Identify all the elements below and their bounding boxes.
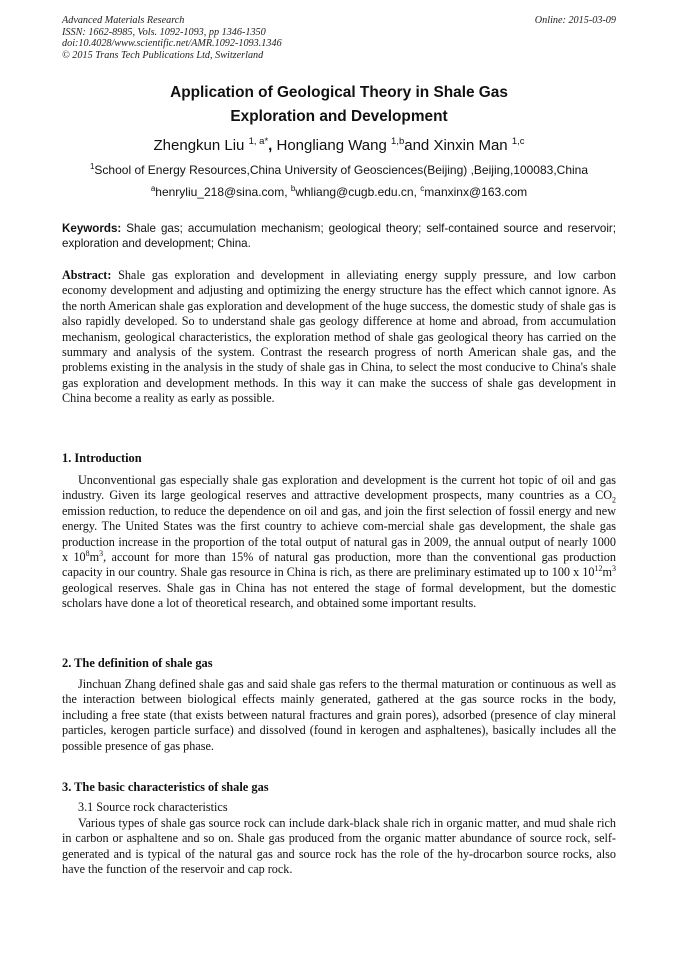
section-1-paragraph [62, 473, 616, 612]
author-3-affil: 1,c [511, 136, 525, 147]
section-1-heading: 1. Introduction [62, 451, 142, 465]
exponent-12: 12 [594, 564, 603, 574]
intro-text-2: emission reduction, to reduce the dependence on oil and gas, and join the first selection of fossil energy and new energy. The United States was the first country to achieve com-mercial shale gas development, the shale gas production increase in the proportion of the total output of natural gas in 2009, the annual output of nearly 1000 x 10 [62, 503, 616, 565]
author-2-name: Hongliang Wang [276, 137, 387, 154]
abstract-text: Shale gas exploration and development in alleviating energy supply pressure, and low carbon economy development and adjusting and optimizing the energy structure has the effect which cannot ignore. As the north American shale gas exploration and development of the huge success, the domestic study of shale gas is also rapidly developed. So to understand shale gas geology difference at home and abroad, from accumulation mechanism, geological characteristics, the exploration method of shale gas geological theory has carried on the summary and analysis of the system. Contrast the research progress of north American shale gas, and the problems existing in the analysis in the study of shale gas in China, to select the most conducive to China's shale gas exploration and development methods. In this way it can make the success of shale gas development in China become a reality as early as possible. [62, 268, 617, 406]
intro-text-3: , account for more than 15% of natural gas production, more than the conventional gas production capacity in our country. Shale gas resource in China is rich, as there are preliminary estimated up to 100 x 10 [62, 550, 616, 580]
author-3-name: Xinxin Man [433, 137, 508, 154]
copyright-line: © 2015 Trans Tech Publications Ltd, Switzerland [62, 49, 264, 61]
affiliation-text: School of Energy Resources,China University of Geosciences(Beijing) ,Beijing,100083,China [94, 163, 589, 177]
affiliation-number: 1 [89, 162, 95, 171]
title-line-2: Exploration and Development [230, 108, 448, 125]
intro-text-1: Unconventional gas especially shale gas exploration and development is the current hot topic of oil and gas industry. Given its large geological reserves and attractive development prospects, many countries as a CO [62, 473, 616, 503]
author-2-affil: 1,b [391, 136, 405, 147]
exponent-3-b: 3 [612, 564, 616, 574]
affiliation [40, 163, 638, 178]
section-3-paragraph: Various types of shale gas source rock can include dark-black shale rich in organic matter, and mud shale rich in carbon or asphaltene and so on. Shale gas produced from the organic matter abundance of source rock, self-generated and is typical of the natural gas and source rock has the role of the hy-drocarbon source rocks, also have the function of the reservoir and cap rock. [62, 816, 616, 877]
title-line-1: Application of Geological Theory in Shale Gas [170, 84, 508, 101]
co2-subscript: 2 [612, 495, 616, 505]
exponent-8: 8 [85, 548, 90, 558]
section-3-1-heading: 3.1 Source rock characteristics [78, 800, 228, 814]
issn-line: ISSN: 1662-8985, Vols. 1092-1093, pp 1346-1350 [62, 26, 266, 38]
exponent-3: 3 [99, 548, 104, 558]
email-b[interactable]: whliang@cugb.edu.cn, [295, 185, 417, 199]
online-date: Online: 2015-03-09 [534, 15, 616, 26]
abstract-block [62, 268, 616, 407]
journal-header [62, 15, 616, 61]
email-list [40, 185, 638, 200]
author-1-affil: 1, a [248, 136, 265, 147]
author-list [40, 137, 638, 155]
intro-text-4: geological reserves. Shale gas in China has not entered the stage of formal development, but the domestic scholars have done a lot of theoretical research, and obtained some important results. [62, 580, 616, 611]
section-3-heading: 3. The basic characteristics of shale gas [62, 780, 269, 794]
email-a[interactable]: henryliu_218@sina.com, [155, 185, 288, 199]
paper-title [60, 81, 618, 129]
email-b-mark: b [290, 184, 296, 193]
email-c-mark: c [420, 184, 425, 193]
keywords-text: Shale gas; accumulation mechanism; geological theory; self-contained source and reservoir; exploration and development; China. [62, 222, 616, 250]
doi-line: doi:10.4028/www.scientific.net/AMR.1092-1093.1346 [62, 38, 282, 50]
intro-unit-m-2: m [602, 565, 612, 580]
section-2-heading: 2. The definition of shale gas [62, 656, 213, 670]
keywords-block [62, 221, 616, 251]
journal-name: Advanced Materials Research [62, 15, 185, 26]
abstract-label: Abstract: [62, 268, 112, 282]
author-and: and [404, 137, 430, 154]
intro-unit-m: m [89, 550, 100, 565]
keywords-label: Keywords: [62, 222, 122, 235]
author-separator: , [268, 137, 273, 154]
corresponding-mark: * [264, 136, 269, 147]
email-a-mark: a [150, 184, 156, 193]
author-1-name: Zhengkun Liu [153, 137, 245, 154]
section-2-paragraph: Jinchuan Zhang defined shale gas and said shale gas refers to the thermal maturation or continuous as well as the interaction between biological effects mainly generated, gathered at the gas source rocks in the body, including a free state (that exists between natural fractures and grain pores), adsorbed (presence of clay mineral particles, kerogen particle surface) and dissolved (found in kerogen and asphaltenes), basically includes all the possible presence of gas phase. [62, 677, 616, 753]
email-c[interactable]: manxinx@163.com [424, 185, 528, 199]
